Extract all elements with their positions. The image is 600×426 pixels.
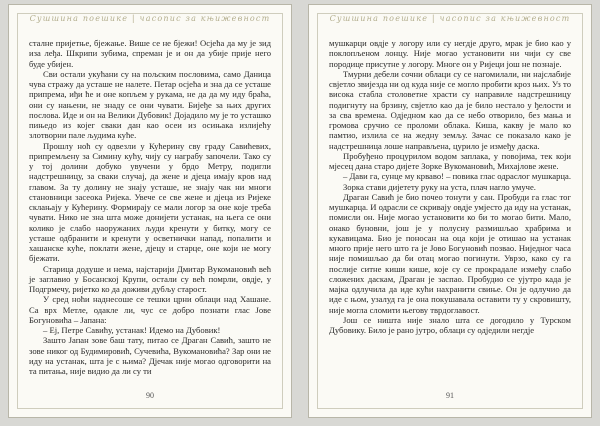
right-page-number: 91	[446, 391, 454, 400]
left-page-number: 90	[146, 391, 154, 400]
left-running-header: Сушшина поешике | часопис за књижевност	[29, 14, 271, 23]
paragraph: Старица додуше и нема, најстарији Дмитар Вукомановић већ је заглавио у Босанској Крупи, остали су већ помрли, овдје, у Подгрмечу, ријетко ко да доживи дубљу старост.	[29, 263, 271, 294]
paragraph: Прошлу ноћ су одвезли у Кућерину сву граду Савићевих, припремљену за Симину кућу, чију су награбу започели. Тако су у тој долини добуко увучени у брдо Метру, подигли надстрешницу, за сваки случај, да жене и дјеца имају кров над главом. За ту долину не знају усташе, не знају чак ни многи становници засеока Ријека. Увече се све жене и дјеца из Ријеке склањају у Кућерину. Формирају се мали логор за оне које треба чувати. Нико не зна шта може донијети устанак, на њега се они колико је слабо наоружаних људи кренути у битку, могу се усташе одбранити и кренути у осветнички напад, попалити и хашанске куће, поклати жене, дјецу и старце, оне који не могу бјежати.	[29, 140, 271, 264]
paragraph: – Дави га, сунце му крваво! – повика глас одраслог мушкарца.	[343, 171, 571, 182]
right-body-text	[329, 38, 571, 335]
left-body-text	[29, 38, 271, 376]
right-running-header: Сушшина поешике | часопис за књижевност	[329, 14, 571, 23]
paragraph: Заштo Јапан зове баш тату, питао се Драган Савић, зашто не зове никог од Будимировић, Сучевића, Вукомановића? Зар они не иду на устанак, шта је с њима? Дјечак није могао одговорити на та питања, није видио да ли су ти	[29, 335, 271, 376]
paragraph: Зорка стави дијетету руку на уста, плач нагло умуче.	[343, 181, 536, 192]
paragraph: Пробуђено процурилом водом заплака, у повојима, тек који мјесец дана старо дијете Зорке Вукомановић, Михајлове жене.	[329, 150, 571, 171]
paragraph: – Еј, Петре Савићу, устанак! Идемо на Дубовик!	[43, 325, 221, 335]
left-page	[8, 4, 292, 418]
paragraph: Драган Савић је био почео тонути у сан. Пробуди га глас тог мушкарца. И одрасли се скривају овдје умјесто да иду на устанак, помисли он. Није могао установити ко би то могао бити. Мало, онако буновни, још је у полусну размишљао храбрима и кукавицама. Био је поносан на оца који је отишао на устанак много прије него што га је Јово Богуновић позвао. Ниједног часа није помишљао да би отац могао погинути. Уврзо, како су га послије ситне киши кише, које су се прокрадале између слабо сложених даскам, Драган је заспао. Пробудио се ујутро када је мајка одлучила да иде кући нахранити свиње. Он је одлучио да иде с њом, узалуд га је она покушавала оставити ту у скровишту, није могла сломити његову тврдоглавост.	[329, 191, 571, 315]
paragraph: Тмурни дебели сочни облаци су се нагомилали, ни најслабије свјетло звијезда ни од куда није се могло пробити кроз њих. Уз то висока стабла столоветне храсти су направиле надстрешницу подигнуту на брзину, свјетло као да је било нестало у ђелости и за сва времена. Одједном као да се небо отворило, без мања и громова сручио се проломи облака. Киша, какву је мало ко памтио, излила се на жедну земљу. Зачас се показало како је надстрешница лоше направљена, цурило је између даска.	[329, 68, 571, 151]
paragraph: Сви остали укућани су на пољским пословима, само Даница чува стражу да усташе не налете. Петар осјећа и зна да се усташе припрема, иђи ће и оне копљем у рукама, не да да му иду браћа, они су нањени, не знаду се они чувати. Бијеђе за њих других послова. Иде и он на Велики Дубовик! Дојадило му је то усташко пињедо из којег сваки дан као осеи из осињака излијећу злотворни пале људима куће.	[29, 68, 271, 141]
paragraph: сталне пријетње, бјежање. Више се не бјежи! Осјећа да му је зид иза леђа. Шкрипи зубима, спреман је и он да убије прије него буде убијен.	[29, 38, 271, 69]
paragraph: мушкарци овдје у логору или су негдје друго, мрак је био као у поклопљеном лонцу. Није могао установити ни чији су све породице присутне у логору. Многе он у Ријеци још не познаје.	[329, 38, 571, 69]
right-page	[308, 4, 592, 418]
paragraph: Још се ништа није знало шта се догодило у Турском Дубовику. Било је рано јутро, облаци су одједили негдје	[329, 314, 571, 335]
paragraph: У сред ноћи наднесоше се тешки црни облаци над Хашане. Са врх Метле, одакле ли, чус се добро познати глас Јове Богуновића – Јапана:	[29, 294, 271, 325]
